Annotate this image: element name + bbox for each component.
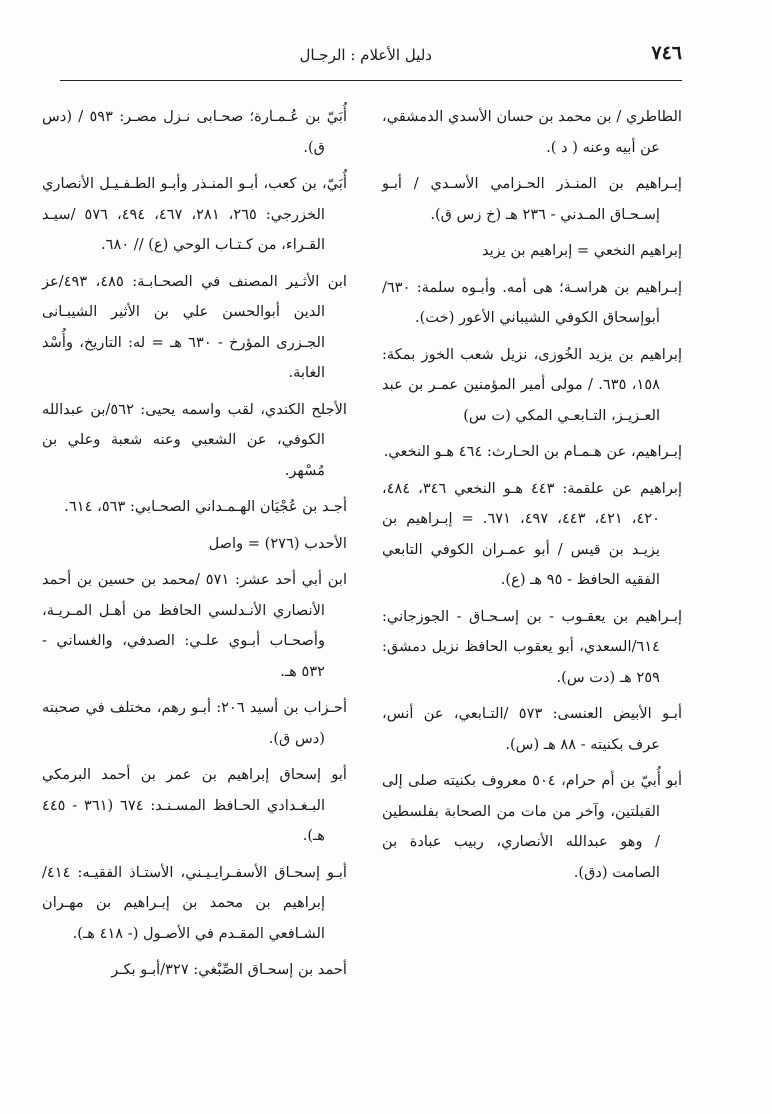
index-entry: أبو أُبيّ بن أم حرام، ٥٠٤ معروف بكنيته صلى إلى القبلتين، وآخر من مات من الصحابة بفلسطين / وهو عبدالله الأنصاري، ربيب عبادة بن الصامت (دق). bbox=[382, 772, 682, 881]
index-entry: أبـو الأبيض العنسى: ٥٧٣ /التـابعي، عن أنس، عرف بكنيته - ٨٨ هـ (س). bbox=[382, 705, 682, 753]
index-entry: أبـو إسحـاق الأسفـرايـيـني، الأستـاذ الفقيـه: ٤١٤/إبراهيم بن محمد بن إبـراهيم بن مهـران الشـافعي المقـدم في الأصـول (- ٤١٨ هـ). bbox=[42, 863, 347, 942]
right-column bbox=[382, 102, 682, 894]
index-entry: أجـد بن عُجْيَان الهـمـداني الصحـابي: ٥٦٣، ٦١٤. bbox=[64, 498, 347, 515]
index-entry: ابن الأثـير المصنف في الصحـابـة: ٤٨٥، ٤٩٣/عز الدين أبوالحسن علي بن الأثير الشيبـانى الجـزرى المؤرخ - ٦٣٠ هـ = له: التاريخ، وأُسْد الغابة. bbox=[42, 272, 347, 381]
page-number: ٧٤٦ bbox=[651, 42, 682, 64]
index-entry: أُبَيّ، بن كعب، أبـو المنـذر وأبـو الطـفـيـل الأنصاري الخزرجي: ٢٦٥، ٢٨١، ٤٦٧، ٤٩٤، ٥٧٦ /سيـد القـراء، من كـتـاب الوحي (ع) // ٦٨٠. bbox=[42, 175, 347, 253]
index-entry: إبـراهيم بن المنـذر الحـزامي الأسـدي / أبـو إسـحـاق المـدني - ٢٣٦ هـ (خ زس ق). bbox=[382, 175, 682, 223]
index-entry: إبراهيم عن علقمة: ٤٤٣ هـو النخعي ٣٤٦، ٤٨٤، ٤٢٠، ٤٢١، ٤٤٣، ٤٩٧، ٦٧١. = إبـراهيم بن يزيـد بن قيس / أبو عمـران الكوفي التابعي الفقيه الحافظ - ٩٥ هـ (ع). bbox=[382, 479, 682, 588]
index-entry: الأجلح الكندي، لقب واسمه يحيى: ٥٦٢/بن عبدالله الكوفي، عن الشعبي وعنه شعبة وعلي بن مُسْهر. bbox=[42, 400, 347, 479]
page-header bbox=[60, 38, 682, 76]
index-entry: ابن أبي أحد عشر: ٥٧١ /محمد بن حسين بن أحمد الأنصاري الأنـدلسي الحافظ من أهـل المـريـة، وأصحـاب أبـوي علـي: الصدفي، والغساني - ٥٣٢ هـ. bbox=[42, 571, 347, 680]
index-entry: إبـراهيم بن يعقـوب - بن إسـحـاق - الجوزجاني: ٦١٤/السعدي، أبو يعقوب الحافظ نزيل دمشق: ٢٥٩ هـ (دت س). bbox=[382, 607, 682, 686]
left-column bbox=[42, 102, 347, 992]
index-entry: أُبَيّ بن عُـمـارة؛ صحـابى نـزل مصـر: ٥٩٣ / (دس ق). bbox=[42, 108, 347, 156]
index-entry: أحمد بن إسحـاق الصِّبْغي: ٣٢٧/أبـو بكـر bbox=[111, 961, 347, 978]
index-entry: إبـراهيم بن هراسـة؛ هى أمه. وأبـوه سلمة: ٦٣٠/أبوإسحاق الكوفي الشيباني الأعور (خت). bbox=[382, 278, 682, 326]
index-entry: الطاطري / بن محمد بن حسان الأسدي الدمشقي، عن أبيه وعنه ( د ). bbox=[382, 108, 682, 156]
index-entry: أبو إسحاق إبراهيم بن عمر بن أحمد البرمكي البـغـدادي الحـافظ المسـنـد: ٦٧٤ (٣٦١ - ٤٤٥ هـ). bbox=[42, 766, 347, 844]
index-entry: الأحدب (٢٧٦) = واصل bbox=[208, 534, 347, 552]
running-title: دليل الأعلام : الرجـال bbox=[299, 46, 432, 64]
header-divider bbox=[60, 80, 682, 81]
index-entry: إبـراهيم، عن هـمـام بن الحـارث: ٤٦٤ هـو النخعي. bbox=[383, 443, 682, 460]
index-entry: إبراهيم بن يزيد الخُوزى، نزيل شعب الخوز بمكة: ١٥٨، ٦٣٥. / مولى أمير المؤمنين عمـر بن عبد العـزيـز، التـابعـي المكي (ت س) bbox=[382, 345, 682, 424]
index-entry: إبراهيم النخعي = إبراهيم بن يزيد bbox=[481, 242, 682, 259]
index-entry: أحـزاب بن أسيد ٢٠٦: أبـو رهم، مختلف في صحبته (دس ق). bbox=[42, 699, 347, 747]
